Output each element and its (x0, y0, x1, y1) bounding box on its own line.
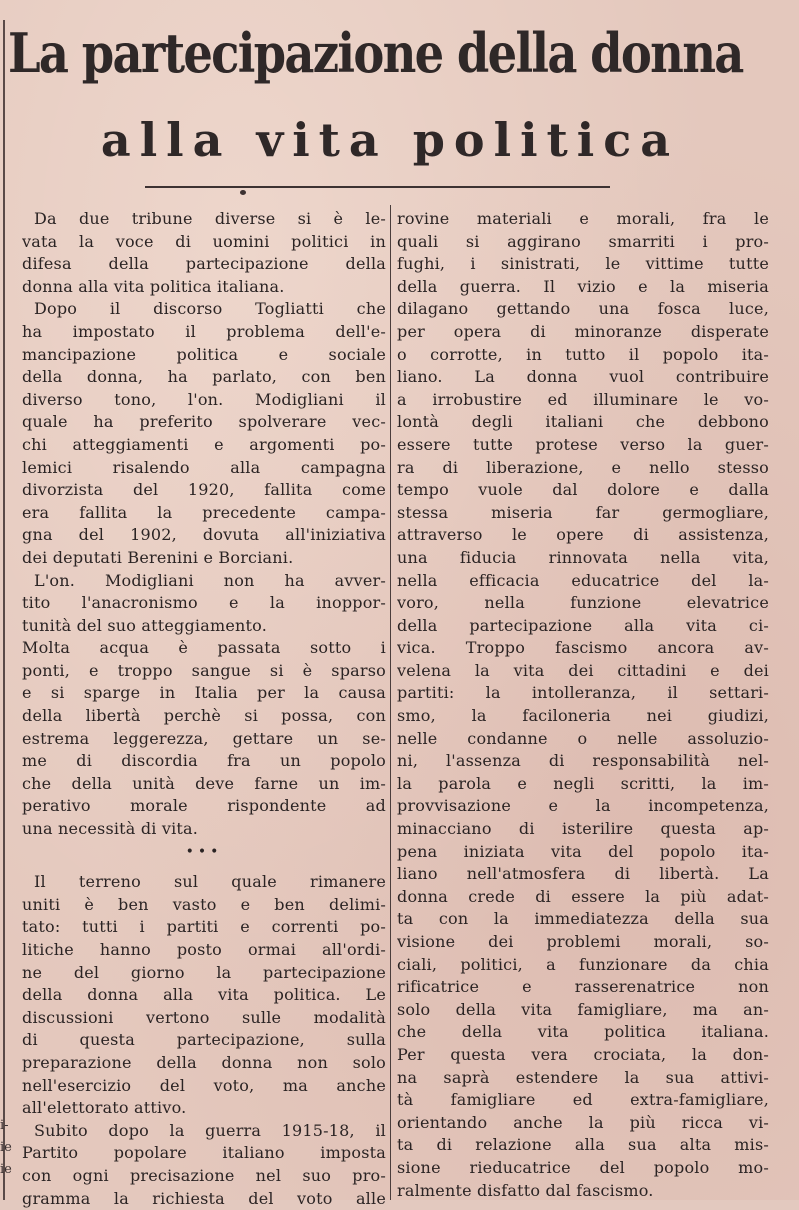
text-line: per opera di minoranze disperate (397, 321, 769, 341)
column-divider (390, 205, 391, 1200)
headline-divider (145, 186, 610, 188)
text-line: lontà degli italiani che debbono (397, 412, 769, 432)
text-line: Per questa vera crociata, la don- (397, 1044, 769, 1064)
section-separator: ••• (185, 843, 223, 860)
text-line: una fiducia rinnovata nella vita, (397, 547, 769, 567)
text-line: chi atteggiamenti e argomenti po- (22, 434, 386, 454)
text-line: di questa partecipazione, sulla (22, 1030, 386, 1050)
text-line: velena la vita dei cittadini e dei (397, 660, 769, 680)
text-line: diverso tono, l'on. Modigliani il (22, 389, 386, 409)
text-line: Il terreno sul quale rimanere (34, 872, 386, 892)
text-line: all'elettorato attivo. (22, 1098, 187, 1118)
text-line: liano. La donna vuol contribuire (397, 367, 769, 387)
text-line: voro, nella funzione elevatrice (397, 593, 769, 613)
text-line: Dopo il discorso Togliatti che (34, 299, 386, 319)
text-line: attraverso le opere di assistenza, (397, 525, 769, 545)
article-headline: La partecipazione della donna (8, 21, 743, 85)
text-line: vica. Troppo fascismo ancora av- (397, 638, 769, 658)
text-line: na saprà estendere la sua attivi- (397, 1067, 769, 1087)
margin-fragment: ie (0, 1162, 12, 1177)
margin-fragment: i- (0, 1118, 9, 1133)
text-line: rovine materiali e morali, fra le (397, 209, 769, 228)
text-line: della partecipazione alla vita ci- (397, 615, 769, 635)
text-line: della donna, ha parlato, con ben (22, 367, 386, 387)
text-line: Da due tribune diverse si è le- (34, 209, 386, 228)
text-line: della libertà perchè si possa, con (22, 706, 386, 726)
text-line: tato: tutti i partiti e correnti po- (22, 917, 386, 937)
text-line: donna alla vita politica italiana. (22, 276, 285, 296)
text-line: discussioni vertono sulle modalità (22, 1007, 386, 1027)
text-line: ponti, e troppo sangue si è sparso (22, 660, 386, 680)
text-line: ra di liberazione, e nello stesso (397, 457, 769, 477)
text-line: la parola e negli scritti, la im- (397, 773, 769, 793)
text-line: ni, l'assenza di responsabilità nel- (397, 751, 769, 771)
text-line: rificatrice e rasserenatrice non (397, 977, 769, 997)
text-line: visione dei problemi morali, so- (397, 932, 769, 951)
left-border-rule (3, 20, 5, 1200)
text-line: ta con la immediatezza della sua (397, 909, 769, 929)
text-line: della guerra. Il vizio e la miseria (397, 276, 769, 296)
text-line: quali si aggirano smarriti i pro- (397, 231, 769, 251)
text-line: nelle condanne o nelle assoluzio- (397, 728, 769, 748)
text-line: che della unità deve farne un im- (22, 773, 386, 793)
text-line: nell'esercizio del voto, ma anche (22, 1075, 386, 1095)
text-line: ciali, politici, a funzionare da chia (397, 954, 769, 974)
text-line: gna del 1902, dovuta all'iniziativa (22, 525, 386, 545)
text-line: Partito popolare italiano imposta (22, 1143, 386, 1163)
text-line: era fallita la precedente campa- (22, 502, 386, 522)
text-line: ta di relazione alla sua alta mis- (397, 1135, 769, 1155)
text-line: nella efficacia educatrice del la- (397, 570, 769, 590)
text-line: tito l'anacronismo e la inoppor- (22, 593, 386, 613)
text-line: Subito dopo la guerra 1915-18, il (34, 1120, 386, 1140)
left-column (22, 208, 386, 1210)
text-line: litiche hanno posto ormai all'ordi- (22, 940, 386, 959)
text-line: sione rieducatrice del popolo mo- (397, 1157, 769, 1177)
text-line: solo della vita famigliare, ma an- (397, 999, 769, 1019)
text-line: preparazione della donna non solo (22, 1052, 386, 1072)
text-line: divorzista del 1920, fallita come (22, 480, 386, 500)
margin-fragment: ie (0, 1140, 12, 1155)
divider-dot (240, 190, 246, 195)
text-line: perativo morale rispondente ad (22, 796, 386, 816)
text-line: ralmente disfatto dal fascismo. (397, 1180, 654, 1200)
text-line: estrema leggerezza, gettare un se- (22, 728, 386, 748)
text-line: stessa miseria far germogliare, (397, 502, 769, 522)
text-line: tunità del suo atteggiamento. (22, 615, 267, 635)
text-line: me di discordia fra un popolo (22, 751, 386, 771)
text-line: pena iniziata vita del popolo ita- (397, 841, 769, 861)
text-line: ne del giorno la partecipazione (22, 962, 386, 982)
text-line: o corrotte, in tutto il popolo ita- (397, 344, 769, 364)
text-line: smo, la faciloneria nei giudizi, (397, 706, 769, 726)
text-line: ha impostato il problema dell'e- (22, 321, 386, 341)
text-line: gramma la richiesta del voto alle (22, 1188, 386, 1208)
text-line: con ogni precisazione nel suo pro- (22, 1165, 386, 1185)
text-line: vata la voce di uomini politici in (22, 231, 386, 251)
text-line: essere tutte protese verso la guer- (397, 434, 769, 454)
text-line: liano nell'atmosfera di libertà. La (397, 864, 769, 884)
text-line: una necessità di vita. (22, 819, 199, 839)
text-line: tà famigliare ed extra-famigliare, (397, 1090, 769, 1110)
text-line: dilagano gettando una fosca luce, (397, 299, 769, 319)
text-line: fughi, i sinistrati, le vittime tutte (397, 254, 769, 274)
right-column (397, 208, 769, 1202)
text-line: lemici risalendo alla campagna (22, 457, 386, 477)
text-line: L'on. Modigliani non ha avver- (34, 570, 386, 590)
text-line: a irrobustire ed illuminare le vo- (397, 389, 769, 409)
text-line: minacciano di isterilire questa ap- (397, 819, 769, 839)
text-line: tempo vuole dal dolore e dalla (397, 480, 769, 500)
adjacent-column-fragments (0, 1115, 20, 1181)
text-line: Molta acqua è passata sotto i (22, 638, 386, 658)
article-subheadline: alla vita politica (100, 113, 680, 167)
text-line: quale ha preferito spolverare vec- (22, 412, 386, 432)
text-line: uniti è ben vasto e ben delimi- (22, 894, 386, 914)
text-line: difesa della partecipazione della (22, 254, 386, 274)
text-line: partiti: la intolleranza, il settari- (397, 683, 769, 703)
text-line: e si sparge in Italia per la causa (22, 683, 386, 703)
text-line: provvisazione e la incompetenza, (397, 796, 769, 816)
text-line: donna crede di essere la più adat- (397, 886, 769, 906)
text-line: della donna alla vita politica. Le (22, 985, 386, 1005)
text-line: dei deputati Berenini e Borciani. (22, 547, 294, 567)
text-line: orientando anche la più ricca vi- (397, 1112, 769, 1132)
text-line: che della vita politica italiana. (397, 1022, 769, 1042)
text-line: mancipazione politica e sociale (22, 344, 386, 364)
